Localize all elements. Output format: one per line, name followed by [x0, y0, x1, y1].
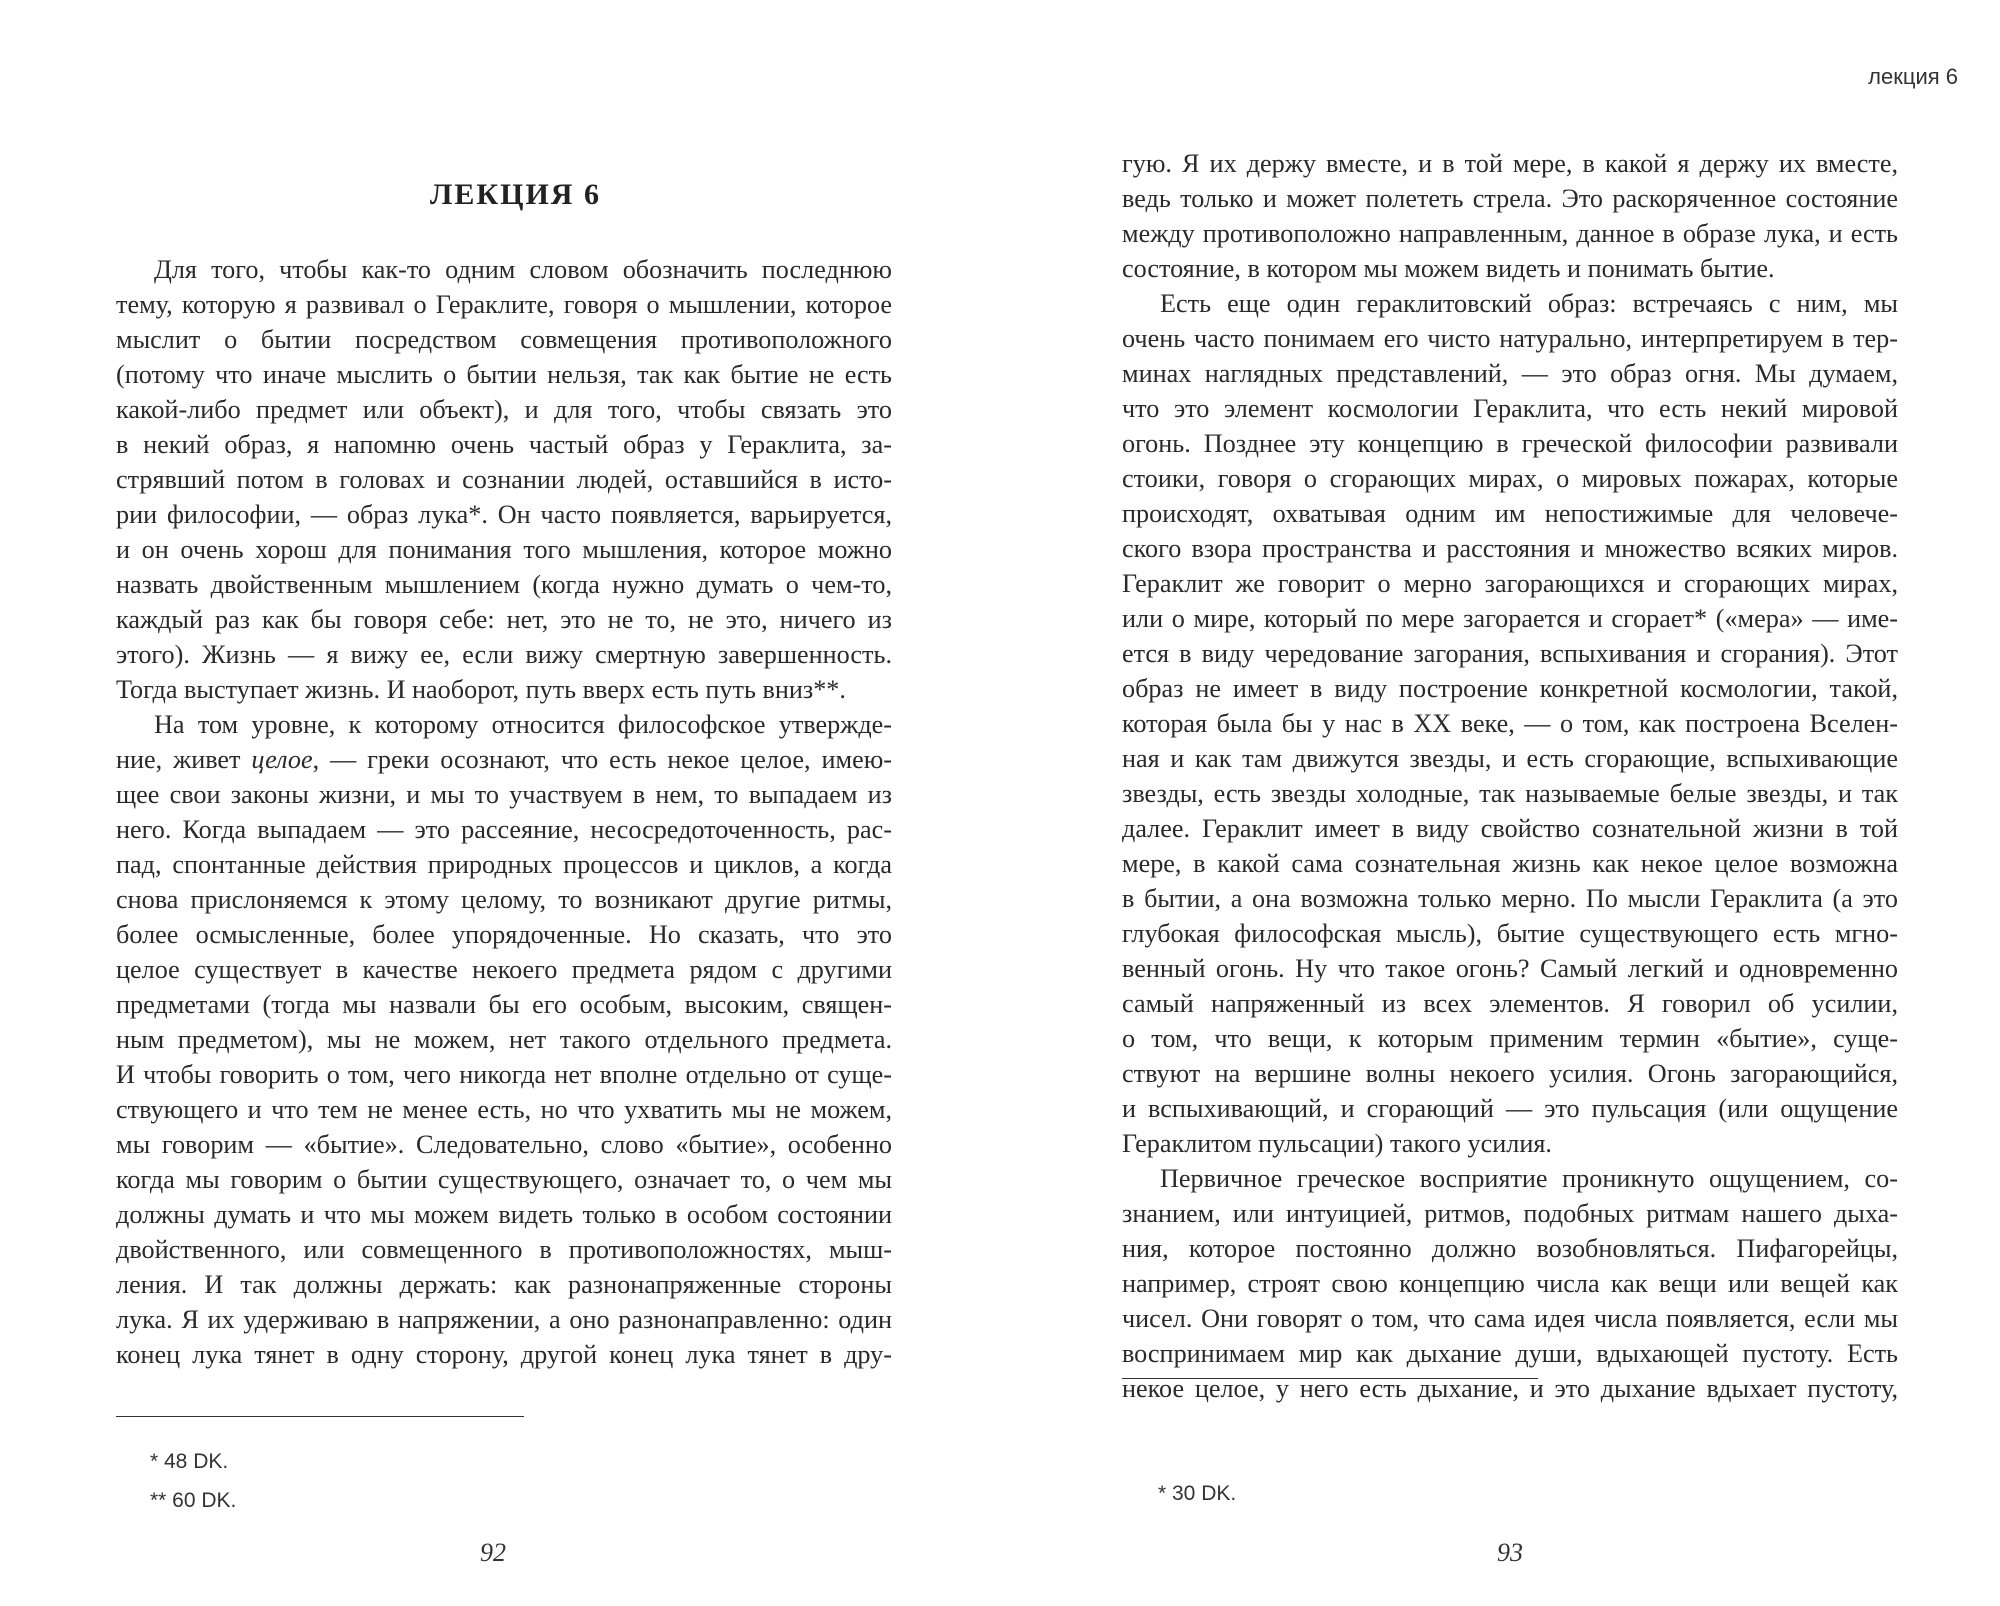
text-line: предметами (тогда мы назвали бы его особым, высоким, священ- — [116, 990, 892, 1019]
text-line: очень часто понимаем его чисто натурально, интерпретируем в тер- — [1122, 324, 1898, 353]
footnotes — [150, 1442, 236, 1520]
text-line: щее свои законы жизни, и мы то участвуем в нем, то выпадаем из — [116, 780, 892, 809]
text-line: стрявший потом в головах и сознании людей, оставшийся в исто- — [116, 465, 892, 494]
text-line: ная и как там движутся звезды, и есть сгорающие, вспыхивающие — [1122, 744, 1898, 773]
text-line: гую. Я их держу вместе, и в той мере, в какой я держу их вместе, — [1122, 149, 1898, 178]
text-line: о том, что вещи, к которым применим термин «бытие», суще- — [1122, 1024, 1898, 1053]
text-line: пад, спонтанные действия природных процессов и циклов, а когда — [116, 850, 892, 879]
text-line: мере, в какой сама сознательная жизнь как некое целое возможна — [1122, 849, 1898, 878]
text-line: в бытии, а она возможна только мерно. По мысли Гераклита (а это — [1122, 884, 1898, 913]
text-line: глубокая философская мысль), бытие существующего есть мгно- — [1122, 919, 1898, 948]
text-line: Есть еще один гераклитовский образ: встречаясь с ним, мы — [1160, 289, 1898, 318]
text-line: минах наглядных представлений, — это образ огня. Мы думаем, — [1122, 359, 1898, 388]
text-line: мы говорим — «бытие». Следовательно, слово «бытие», особенно — [116, 1130, 892, 1159]
text-line: ния, которое постоянно должно возобновляться. Пифагорейцы, — [1122, 1234, 1898, 1263]
text-line: знанием, или интуицией, ритмов, подобных ритмам нашего дыха- — [1122, 1199, 1898, 1228]
text-line: ствующего и что тем не менее есть, но что ухватить мы не можем, — [116, 1095, 892, 1124]
text-line: далее. Гераклит имеет в виду свойство сознательной жизни в той — [1122, 814, 1898, 843]
text-line: ского взора пространства и расстояния и множество всяких миров. — [1122, 534, 1898, 563]
text-line: которая была бы у нас в XX веке, — о том, как построена Вселен- — [1122, 709, 1898, 738]
text-line: что это элемент космологии Гераклита, что есть некий мировой — [1122, 394, 1898, 423]
text-line: Для того, чтобы как-то одним словом обозначить последнюю — [154, 255, 892, 284]
text-line: этого). Жизнь — я вижу ее, если вижу смертную завершенность. — [116, 640, 892, 669]
text-line: между противоположно направленным, данное в образе лука, и есть — [1122, 219, 1898, 248]
text-line: и вспыхивающий, и сгорающий — это пульсация (или ощущение — [1122, 1094, 1898, 1123]
text-line: Первичное греческое восприятие проникнуто ощущением, со- — [1160, 1164, 1898, 1193]
text-segment: ние, живет — [116, 745, 252, 774]
text-line: или о мире, который по мере загорается и сгорает* («мера» — име- — [1122, 604, 1898, 633]
left-body-text — [116, 252, 892, 1372]
text-line: Гераклит же говорит о мерно загорающихся и сгорающих мирах, — [1122, 569, 1898, 598]
text-line: ным предметом), мы не можем, нет такого отдельного предмета. — [116, 1025, 892, 1054]
footnote-divider — [116, 1416, 524, 1417]
page-number: 92 — [480, 1538, 506, 1567]
text-line: более осмысленные, более упорядоченные. Но сказать, что это — [116, 920, 892, 949]
text-line: снова прислоняемся к этому целому, то возникают другие ритмы, — [116, 885, 892, 914]
footnotes — [1158, 1474, 1236, 1513]
text-line: (потому что иначе мыслить о бытии нельзя, так как бытие не есть — [116, 360, 892, 389]
text-line: ведь только и может полететь стрела. Это раскоряченное состояние — [1122, 184, 1898, 213]
text-line: каждый раз как бы говоря себе: нет, это не то, не это, ничего из — [116, 605, 892, 634]
text-line: него. Когда выпадаем — это рассеяние, несосредоточенность, рас- — [116, 815, 892, 844]
text-line: огонь. Позднее эту концепцию в греческой философии развивали — [1122, 429, 1898, 458]
footnote: * 48 DK. — [150, 1450, 229, 1473]
text-line: в некий образ, я напомню очень частый образ у Гераклита, за- — [116, 430, 892, 459]
text-line: стоики, говоря о сгорающих мирах, о мировых пожарах, которые — [1122, 464, 1898, 493]
text-line: конец лука тянет в одну сторону, другой конец лука тянет в дру- — [116, 1340, 892, 1369]
text-line: тему, которую я развивал о Гераклите, говоря о мышлении, которое — [116, 290, 892, 319]
text-line: мыслит о бытии посредством совмещения противоположного — [116, 325, 892, 354]
text-line: Гераклитом пульсации) такого усилия. — [1122, 1129, 1552, 1158]
text-line: например, строят свою концепцию числа как вещи или вещей как — [1122, 1269, 1898, 1298]
text-line: состояние, в котором мы можем видеть и понимать бытие. — [1122, 254, 1775, 283]
page-number: 93 — [1497, 1538, 1523, 1567]
footnote: ** 60 DK. — [150, 1489, 237, 1512]
text-line: На том уровне, к которому относится философское утвержде- — [154, 710, 892, 739]
text-line: Тогда выступает жизнь. И наоборот, путь вверх есть путь вниз**. — [116, 675, 846, 704]
chapter-title: ЛЕКЦИЯ 6 — [430, 178, 601, 211]
text-line: когда мы говорим о бытии существующего, означает то, о чем мы — [116, 1165, 892, 1194]
text-line: чисел. Они говорят о том, что сама идея числа появляется, если мы — [1122, 1304, 1898, 1333]
text-line: воспринимаем мир как дыхание души, вдыхающей пустоту. Есть — [1122, 1339, 1898, 1368]
right-body-text — [1122, 146, 1898, 1406]
footnote: * 30 DK. — [1158, 1482, 1237, 1505]
text-line: звезды, есть звезды холодные, так называемые белые звезды, и так — [1122, 779, 1898, 808]
text-line: И чтобы говорить о том, чего никогда нет вполне отдельно от суще- — [116, 1060, 892, 1089]
text-line: ствуют на вершине волны некоего усилия. Огонь загорающийся, — [1122, 1059, 1898, 1088]
text-line: целое существует в качестве некоего предмета рядом с другими — [116, 955, 892, 984]
text-line: венный огонь. Ну что такое огонь? Самый легкий и одновременно — [1122, 954, 1898, 983]
emphasized-word: целое — [251, 745, 313, 774]
text-line: двойственного, или совмещенного в противоположностях, мыш- — [116, 1235, 892, 1264]
right-page — [1000, 0, 2000, 1606]
text-line: некое целое, у него есть дыхание, и это дыхание вдыхает пустоту, — [1122, 1374, 1898, 1403]
text-segment: , — греки осознают, что есть некое целое, имею- — [312, 745, 892, 774]
footnote-divider — [1122, 1378, 1538, 1379]
text-line: самый напряженный из всех элементов. Я говорил об усилии, — [1122, 989, 1898, 1018]
text-line: лука. Я их удерживаю в напряжении, а оно разнонаправленно: один — [116, 1305, 892, 1334]
text-line: ления. И так должны держать: как разнонапряженные стороны — [116, 1270, 892, 1299]
text-line: ется в виду чередование загорания, вспыхивания и сгорания). Этот — [1122, 639, 1898, 668]
text-line: назвать двойственным мышлением (когда нужно думать о чем-то, — [116, 570, 892, 599]
text-line: какой-либо предмет или объект), и для того, чтобы связать это — [116, 395, 892, 424]
text-line-with-emphasis — [116, 742, 892, 777]
running-head: лекция 6 — [1868, 64, 1958, 89]
text-line: образ не имеет в виду построение конкретной космологии, такой, — [1122, 674, 1898, 703]
text-line: и он очень хорош для понимания того мышления, которое можно — [116, 535, 892, 564]
text-line: рии философии, — образ лука*. Он часто появляется, варьируется, — [116, 500, 892, 529]
text-line: должны думать и что мы можем видеть только в особом состоянии — [116, 1200, 892, 1229]
text-line: происходят, охватывая одним им непостижимые для человече- — [1122, 499, 1898, 528]
